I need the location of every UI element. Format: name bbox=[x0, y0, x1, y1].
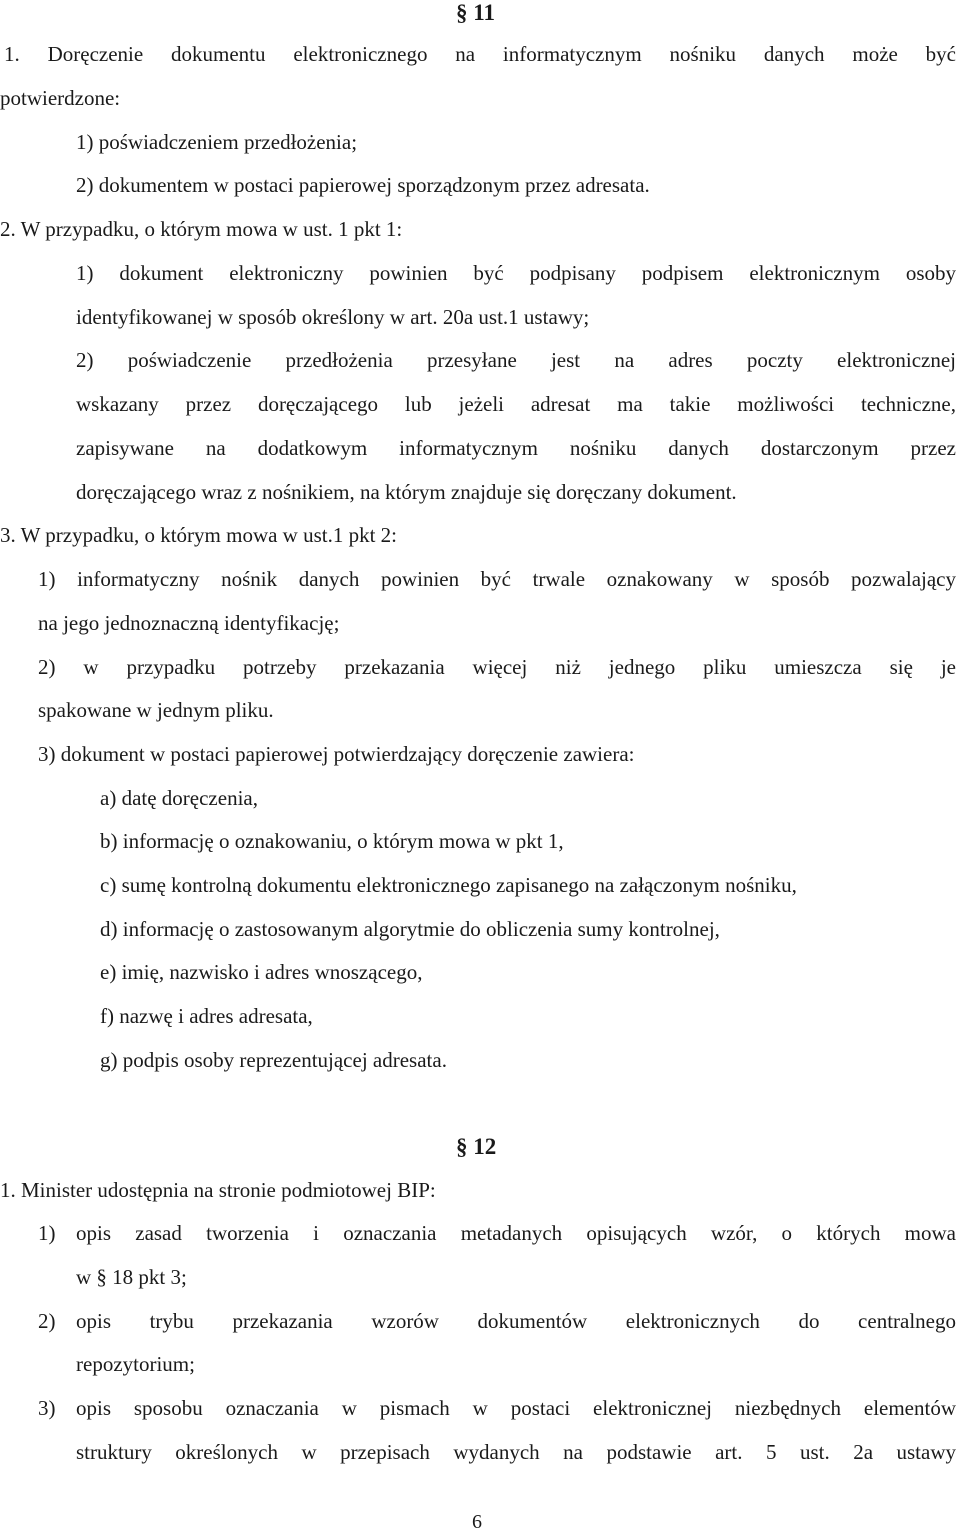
s11-p2-intro: 2. W przypadku, o którym mowa w ust. 1 pkt 1: bbox=[0, 217, 403, 241]
s12-item1-line1: opis zasad tworzenia i oznaczania metadanych opisujących wzór, o których mowa bbox=[76, 1221, 956, 1245]
s12-item2-number: 2) bbox=[38, 1309, 56, 1333]
s11-p1-line2: potwierdzone: bbox=[0, 86, 121, 110]
s11-p1-item2: 2) dokumentem w postaci papierowej sporządzonym przez adresata. bbox=[76, 173, 650, 197]
s12-item2-line2: repozytorium; bbox=[76, 1352, 195, 1376]
s12-item1-line2: w § 18 pkt 3; bbox=[76, 1265, 187, 1289]
s11-p3-intro: 3. W przypadku, o którym mowa w ust.1 pkt 2: bbox=[0, 523, 398, 547]
s11-p3-sub-d: d) informację o zastosowanym algorytmie do obliczenia sumy kontrolnej, bbox=[100, 917, 720, 941]
s11-p3-sub-e: e) imię, nazwisko i adres wnoszącego, bbox=[100, 960, 423, 984]
s11-p1-line1: 1. Doręczenie dokumentu elektronicznego na informatycznym nośniku danych może być bbox=[4, 42, 956, 66]
s12-item3-line1: opis sposobu oznaczania w pismach w postaci elektronicznej niezbędnych elementów bbox=[76, 1396, 956, 1420]
section-12-heading: § 12 bbox=[456, 1134, 497, 1159]
section-11-heading: § 11 bbox=[456, 0, 495, 25]
page-number: 6 bbox=[472, 1511, 482, 1533]
s11-p3-item3: 3) dokument w postaci papierowej potwierdzający doręczenie zawiera: bbox=[38, 742, 635, 766]
s11-p3-item2-line2: spakowane w jednym pliku. bbox=[38, 698, 274, 722]
s11-p3-item1-line1: 1) informatyczny nośnik danych powinien być trwale oznakowany w sposób pozwalający bbox=[38, 567, 956, 591]
s11-p3-sub-f: f) nazwę i adres adresata, bbox=[100, 1004, 313, 1028]
s12-item3-line2: struktury określonych w przepisach wydanych na podstawie art. 5 ust. 2a ustawy bbox=[76, 1440, 956, 1464]
s11-p2-item2-line3: zapisywane na dodatkowym informatycznym nośniku danych dostarczonym przez bbox=[76, 436, 956, 460]
s11-p3-sub-c: c) sumę kontrolną dokumentu elektronicznego zapisanego na załączonym nośniku, bbox=[100, 873, 797, 897]
s11-p2-item2-line4: doręczającego wraz z nośnikiem, na którym znajduje się doręczany dokument. bbox=[76, 480, 737, 504]
s11-p3-sub-g: g) podpis osoby reprezentującej adresata. bbox=[100, 1048, 447, 1072]
s11-p3-item2-line1: 2) w przypadku potrzeby przekazania więcej niż jednego pliku umieszcza się je bbox=[38, 655, 956, 679]
s12-item3-number: 3) bbox=[38, 1396, 56, 1420]
s11-p2-item2-line2: wskazany przez doręczającego lub jeżeli adresat ma takie możliwości techniczne, bbox=[76, 392, 956, 416]
s12-item2-line1: opis trybu przekazania wzorów dokumentów elektronicznych do centralnego bbox=[76, 1309, 956, 1333]
s11-p2-item1-line1: 1) dokument elektroniczny powinien być podpisany podpisem elektronicznym osoby bbox=[76, 261, 956, 285]
s11-p3-item1-line2: na jego jednoznaczną identyfikację; bbox=[38, 611, 340, 635]
s11-p3-sub-b: b) informację o oznakowaniu, o którym mowa w pkt 1, bbox=[100, 829, 564, 853]
s12-p1-intro: 1. Minister udostępnia na stronie podmiotowej BIP: bbox=[0, 1178, 436, 1202]
s11-p1-item1: 1) poświadczeniem przedłożenia; bbox=[76, 130, 358, 154]
s12-item1-number: 1) bbox=[38, 1221, 56, 1245]
s11-p2-item2-line1: 2) poświadczenie przedłożenia przesyłane jest na adres poczty elektronicznej bbox=[76, 348, 956, 372]
s11-p2-item1-line2: identyfikowanej w sposób określony w art. 20a ust.1 ustawy; bbox=[76, 305, 590, 329]
s11-p3-sub-a: a) datę doręczenia, bbox=[100, 786, 258, 810]
